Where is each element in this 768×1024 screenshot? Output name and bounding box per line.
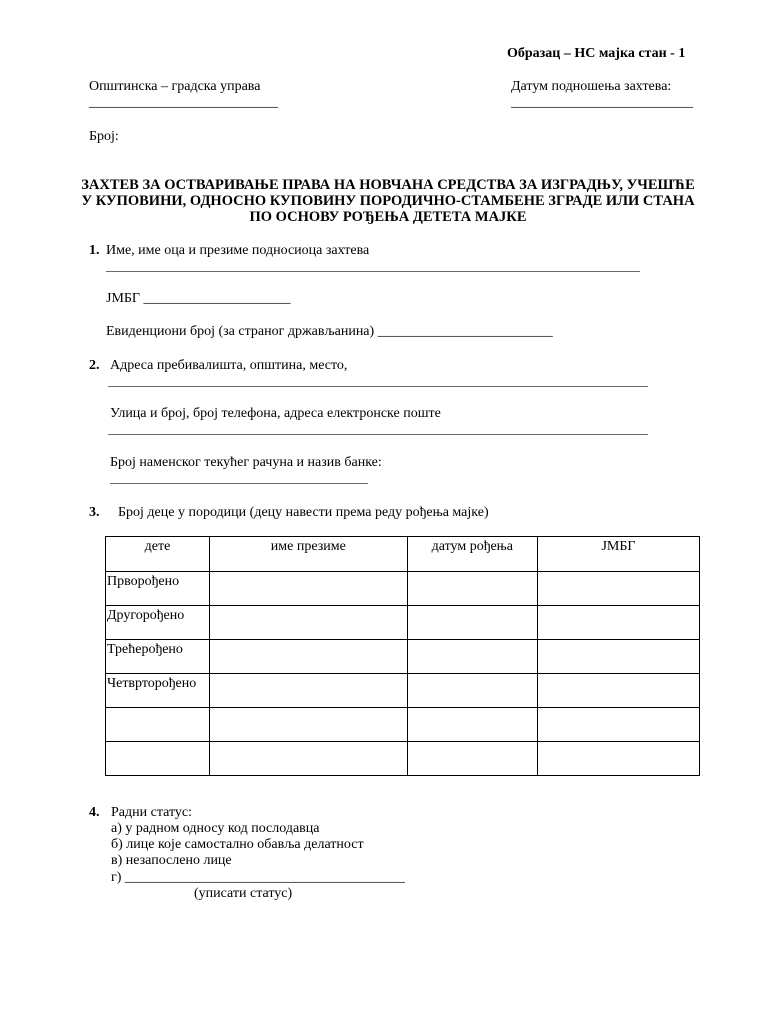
submission-date-line[interactable]: __________________________	[511, 95, 693, 110]
residence-address-line[interactable]: __________________________________________________________________________________________	[108, 374, 648, 388]
title-line-1: ЗАХТЕВ ЗА ОСТВАРИВАЊЕ ПРАВА НА НОВЧАНА СРЕДСТВА ЗА ИЗГРАДЊУ, УЧЕШЋЕ	[81, 177, 695, 193]
section-1-number: 1.	[89, 243, 100, 258]
status-hint: (уписати статус)	[194, 886, 293, 901]
column-header-name: име презиме	[209, 537, 407, 572]
table-row	[106, 572, 700, 606]
table-header-row	[106, 537, 700, 572]
column-header-child: дете	[106, 537, 210, 572]
table-row	[106, 606, 700, 640]
title-line-3: ПО ОСНОВУ РОЂЕЊА ДЕТЕТА МАЈКЕ	[249, 209, 527, 225]
option-other-line[interactable]: г) ________________________________________	[111, 870, 405, 885]
form-title	[80, 177, 696, 225]
registration-number-field[interactable]: Евиденциони број (за страног држављанина) _________________________	[106, 324, 553, 339]
applicant-name-label: Име, име оца и презиме подносиоца захтева	[106, 243, 370, 258]
jmbg-cell[interactable]	[537, 640, 699, 674]
bank-account-label: Број наменског текућег рачуна и назив банке:	[110, 455, 382, 470]
name-cell[interactable]	[209, 708, 407, 742]
column-header-jmbg: ЈМБГ	[537, 537, 699, 572]
children-count-label: Број деце у породици (децу навести према реду рођења мајке)	[118, 505, 489, 520]
row-label: Другорођено	[106, 606, 210, 640]
employment-status-label: Радни статус:	[111, 805, 192, 820]
jmbg-cell[interactable]	[537, 606, 699, 640]
name-cell[interactable]	[209, 674, 407, 708]
jmbg-field[interactable]: ЈМБГ _____________________	[106, 291, 291, 306]
birth-date-cell[interactable]	[407, 742, 537, 776]
jmbg-cell[interactable]	[537, 708, 699, 742]
table-row	[106, 708, 700, 742]
birth-date-cell[interactable]	[407, 640, 537, 674]
row-label[interactable]	[106, 742, 210, 776]
street-contact-label: Улица и број, број телефона, адреса електронске поште	[110, 406, 441, 421]
option-self-employed[interactable]: б) лице које самостално обавља делатност	[111, 837, 364, 852]
column-header-birth-date: датум рођења	[407, 537, 537, 572]
residence-address-label: Адреса пребивалишта, општина, место,	[110, 358, 348, 373]
birth-date-cell[interactable]	[407, 606, 537, 640]
submission-date-label: Датум подношења захтева:	[511, 79, 672, 94]
jmbg-cell[interactable]	[537, 742, 699, 776]
option-unemployed[interactable]: в) незапослено лице	[111, 853, 232, 868]
municipality-line[interactable]: ___________________________	[89, 95, 278, 110]
section-3-number: 3.	[89, 505, 100, 520]
option-employed[interactable]: а) у радном односу код послодавца	[111, 821, 320, 836]
birth-date-cell[interactable]	[407, 708, 537, 742]
section-4-number: 4.	[89, 805, 100, 820]
birth-date-cell[interactable]	[407, 572, 537, 606]
jmbg-cell[interactable]	[537, 674, 699, 708]
table-row	[106, 742, 700, 776]
name-cell[interactable]	[209, 742, 407, 776]
number-label: Број:	[89, 129, 119, 144]
table-row	[106, 640, 700, 674]
table-row	[106, 674, 700, 708]
form-code: Образац – НС мајка стан - 1	[507, 46, 686, 61]
name-cell[interactable]	[209, 606, 407, 640]
bank-account-line[interactable]: ___________________________________________	[110, 471, 368, 485]
applicant-name-line[interactable]: _________________________________________________________________________________________	[106, 259, 640, 273]
section-2-number: 2.	[89, 358, 100, 373]
row-label: Прворођено	[106, 572, 210, 606]
row-label: Трећерођено	[106, 640, 210, 674]
birth-date-cell[interactable]	[407, 674, 537, 708]
row-label[interactable]	[106, 708, 210, 742]
jmbg-cell[interactable]	[537, 572, 699, 606]
street-contact-line[interactable]: __________________________________________________________________________________________	[108, 422, 648, 436]
name-cell[interactable]	[209, 572, 407, 606]
title-line-2: У КУПОВИНИ, ОДНОСНО КУПОВИНУ ПОРОДИЧНО-СТАМБЕНЕ ЗГРАДЕ ИЛИ СТАНА	[81, 193, 695, 209]
name-cell[interactable]	[209, 640, 407, 674]
municipality-label: Општинска – градска управа	[89, 79, 261, 94]
row-label: Четврторођено	[106, 674, 210, 708]
children-table	[105, 536, 700, 776]
